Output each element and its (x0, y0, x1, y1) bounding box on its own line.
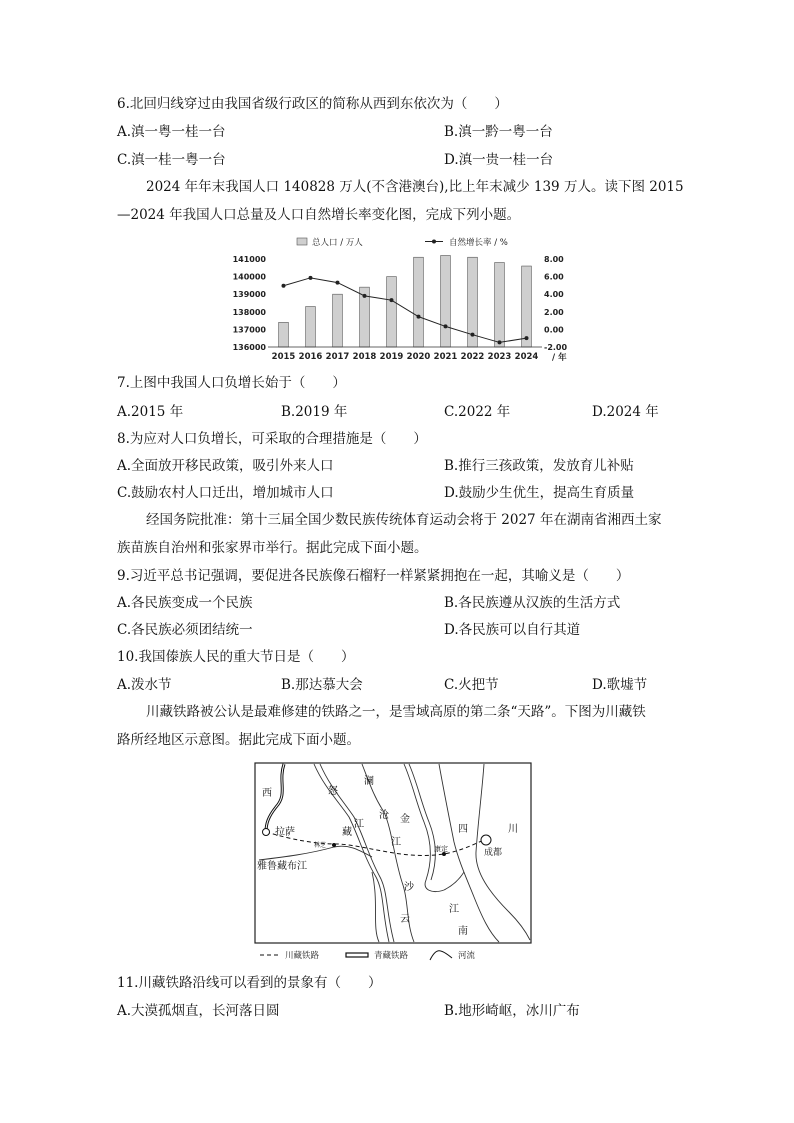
population-bar (306, 307, 316, 347)
sichuan-tibet-railway-map (254, 762, 534, 967)
q7-option-d: D.2024 年 (592, 404, 659, 420)
label-nan: 南 (458, 926, 468, 937)
q6-stem: 6.北回归线穿过由我国省级行政区的简称从西到东依次为（ ） (117, 96, 508, 112)
label-jin: 金 (400, 814, 410, 825)
legend-line-marker (432, 240, 436, 244)
x-tick-label: 2019 (379, 352, 404, 362)
population-bar (441, 255, 451, 347)
growth-rate-line (282, 276, 529, 345)
x-tick-label: 2020 (406, 352, 431, 362)
population-bar (414, 257, 424, 347)
label-linzhi: 林芝 (314, 842, 327, 849)
q6-option-a: A.滇一粤一桂一台 (117, 124, 226, 140)
left-axis (233, 255, 267, 352)
q6-option-c: C.滇一桂一粤一台 (117, 152, 226, 168)
q11-option-a: A.大漠孤烟直，长河落日圆 (117, 1003, 280, 1019)
q10-option-b: B.那达慕大会 (281, 677, 363, 693)
growth-rate-point (417, 315, 421, 319)
growth-rate-point (363, 294, 367, 298)
growth-rate-point (390, 298, 394, 302)
growth-rate-point (498, 340, 502, 344)
q6-option-b: B.滇一黔一粤一台 (444, 124, 553, 140)
chart-legend (297, 237, 508, 248)
growth-rate-point (444, 324, 448, 328)
legend-sichuan-tibet-label: 川藏铁路 (285, 951, 320, 961)
q10-option-c: C.火把节 (444, 677, 499, 693)
map-legend (260, 950, 476, 961)
label-lan: 澜 (364, 776, 374, 787)
q8-stem: 8.为应对人口负增长，可采取的合理措施是（ ） (117, 431, 427, 447)
population-bar (333, 294, 343, 347)
label-jiang-south: 江 (449, 904, 459, 915)
population-bar (279, 322, 289, 347)
q10-stem: 10.我国傣族人民的重大节日是（ ） (117, 649, 355, 665)
population-chart (230, 232, 580, 362)
growth-rate-point (525, 336, 529, 340)
growth-rate-point (336, 281, 340, 285)
q7-option-b: B.2019 年 (281, 404, 348, 420)
label-xi: 西 (262, 788, 272, 799)
right-tick-label: 0.00 (544, 325, 564, 335)
linzhi-marker (332, 843, 336, 847)
x-tick-label: 2021 (433, 352, 458, 362)
passage3-line2: 路所经地区示意图。据此完成下面小题。 (117, 732, 360, 748)
label-jiang-lancang: 江 (391, 837, 401, 848)
left-tick-label: 137000 (232, 325, 266, 335)
label-lasa: 拉萨 (275, 827, 295, 838)
left-tick-label: 139000 (232, 290, 266, 300)
q11-option-b: B.地形崎岖，冰川广布 (444, 1003, 580, 1019)
legend-river-label: 河流 (458, 951, 476, 961)
x-tick-label: 2016 (298, 352, 323, 362)
q11-stem: 11.川藏铁路沿线可以看到的景象有（ ） (117, 975, 382, 991)
right-axis (544, 255, 567, 352)
x-tick-label: 2022 (460, 352, 485, 362)
passage2-line2: 族苗族自治州和张家界市举行。据此完成下面小题。 (117, 540, 428, 556)
left-tick-label: 140000 (232, 272, 266, 282)
passage3-line1: 川藏铁路被公认是最难修建的铁路之一，是雪域高原的第二条“天路”。下图为川藏铁 (146, 704, 646, 720)
legend-river-swatch (430, 951, 452, 960)
q9-option-c: C.各民族必须团结统一 (117, 622, 253, 638)
label-jiang-nu: 江 (354, 819, 364, 830)
x-axis-unit: / 年 (552, 353, 567, 362)
left-tick-label: 138000 (232, 307, 266, 317)
label-si: 四 (458, 824, 468, 835)
population-bars (279, 255, 532, 347)
label-sha: 沙 (404, 882, 414, 893)
growth-rate-point (471, 333, 475, 337)
right-tick-label: -2.00 (544, 343, 568, 352)
q8-option-d: D.鼓励少生优生，提高生育质量 (444, 485, 635, 501)
label-yun: 云 (400, 914, 410, 925)
label-zang: 藏 (342, 827, 352, 838)
x-tick-label: 2018 (352, 352, 377, 362)
legend-bar-swatch (297, 238, 307, 245)
growth-rate-polyline (284, 278, 527, 343)
right-tick-label: 6.00 (544, 272, 564, 282)
q7-option-c: C.2022 年 (444, 404, 511, 420)
lasa-marker (263, 829, 270, 836)
label-chuan: 川 (508, 824, 518, 835)
q8-option-b: B.推行三孩政策，发放育儿补贴 (444, 458, 634, 474)
legend-qinghai-tibet-swatch (346, 953, 368, 957)
legend-qinghai-tibet-label: 青藏铁路 (374, 951, 409, 961)
growth-rate-point (309, 276, 313, 280)
q7-option-a: A.2015 年 (117, 404, 184, 420)
q10-option-a: A.泼水节 (117, 677, 172, 693)
legend-line-label: 自然增长率 / % (449, 238, 508, 248)
passage1-line1: 2024 年年末我国人口 140828 万人(不含港澳台),比上年末减少 139 万人。读下图 2015 (146, 179, 684, 195)
label-chengdu: 成都 (484, 848, 503, 858)
left-tick-label: 141000 (232, 255, 266, 264)
x-tick-label: 2024 (514, 352, 539, 362)
passage1-line2: —2024 年我国人口总量及人口自然增长率变化图，完成下列小题。 (117, 207, 521, 223)
q8-option-c: C.鼓励农村人口迁出，增加城市人口 (117, 485, 334, 501)
label-kangding: 康定 (434, 845, 448, 853)
growth-rate-point (282, 284, 286, 288)
population-bar (522, 266, 532, 347)
x-tick-label: 2015 (271, 352, 296, 362)
q9-option-a: A.各民族变成一个民族 (117, 595, 253, 611)
x-tick-label: 2017 (325, 352, 350, 362)
label-yarlung: 雅鲁藏布江 (257, 861, 307, 872)
right-tick-label: 2.00 (544, 307, 564, 317)
label-nu: 怒 (328, 786, 338, 797)
passage2-line1: 经国务院批准：第十三届全国少数民族传统体育运动会将于 2027 年在湖南省湘西土家 (146, 512, 662, 528)
q8-option-a: A.全面放开移民政策，吸引外来人口 (117, 458, 334, 474)
q9-stem: 9.习近平总书记强调，要促进各民族像石榴籽一样紧紧拥抱在一起，其喻义是（ ） (117, 568, 630, 584)
q6-option-d: D.滇一贵一桂一台 (444, 152, 554, 168)
population-bar (495, 263, 505, 347)
chengdu-marker (481, 835, 491, 845)
x-tick-label: 2023 (487, 352, 512, 362)
right-tick-label: 8.00 (544, 255, 564, 264)
population-bar (387, 277, 397, 347)
q7-stem: 7.上图中我国人口负增长始于（ ） (117, 375, 346, 391)
q10-option-d: D.歌墟节 (592, 677, 648, 693)
legend-bar-label: 总人口 / 万人 (312, 238, 363, 248)
label-cang: 沧 (379, 810, 389, 821)
left-tick-label: 136000 (232, 343, 266, 352)
x-axis (272, 352, 539, 362)
q9-option-b: B.各民族遵从汉族的生活方式 (444, 595, 621, 611)
right-tick-label: 4.00 (544, 290, 564, 300)
q9-option-d: D.各民族可以自行其道 (444, 622, 581, 638)
